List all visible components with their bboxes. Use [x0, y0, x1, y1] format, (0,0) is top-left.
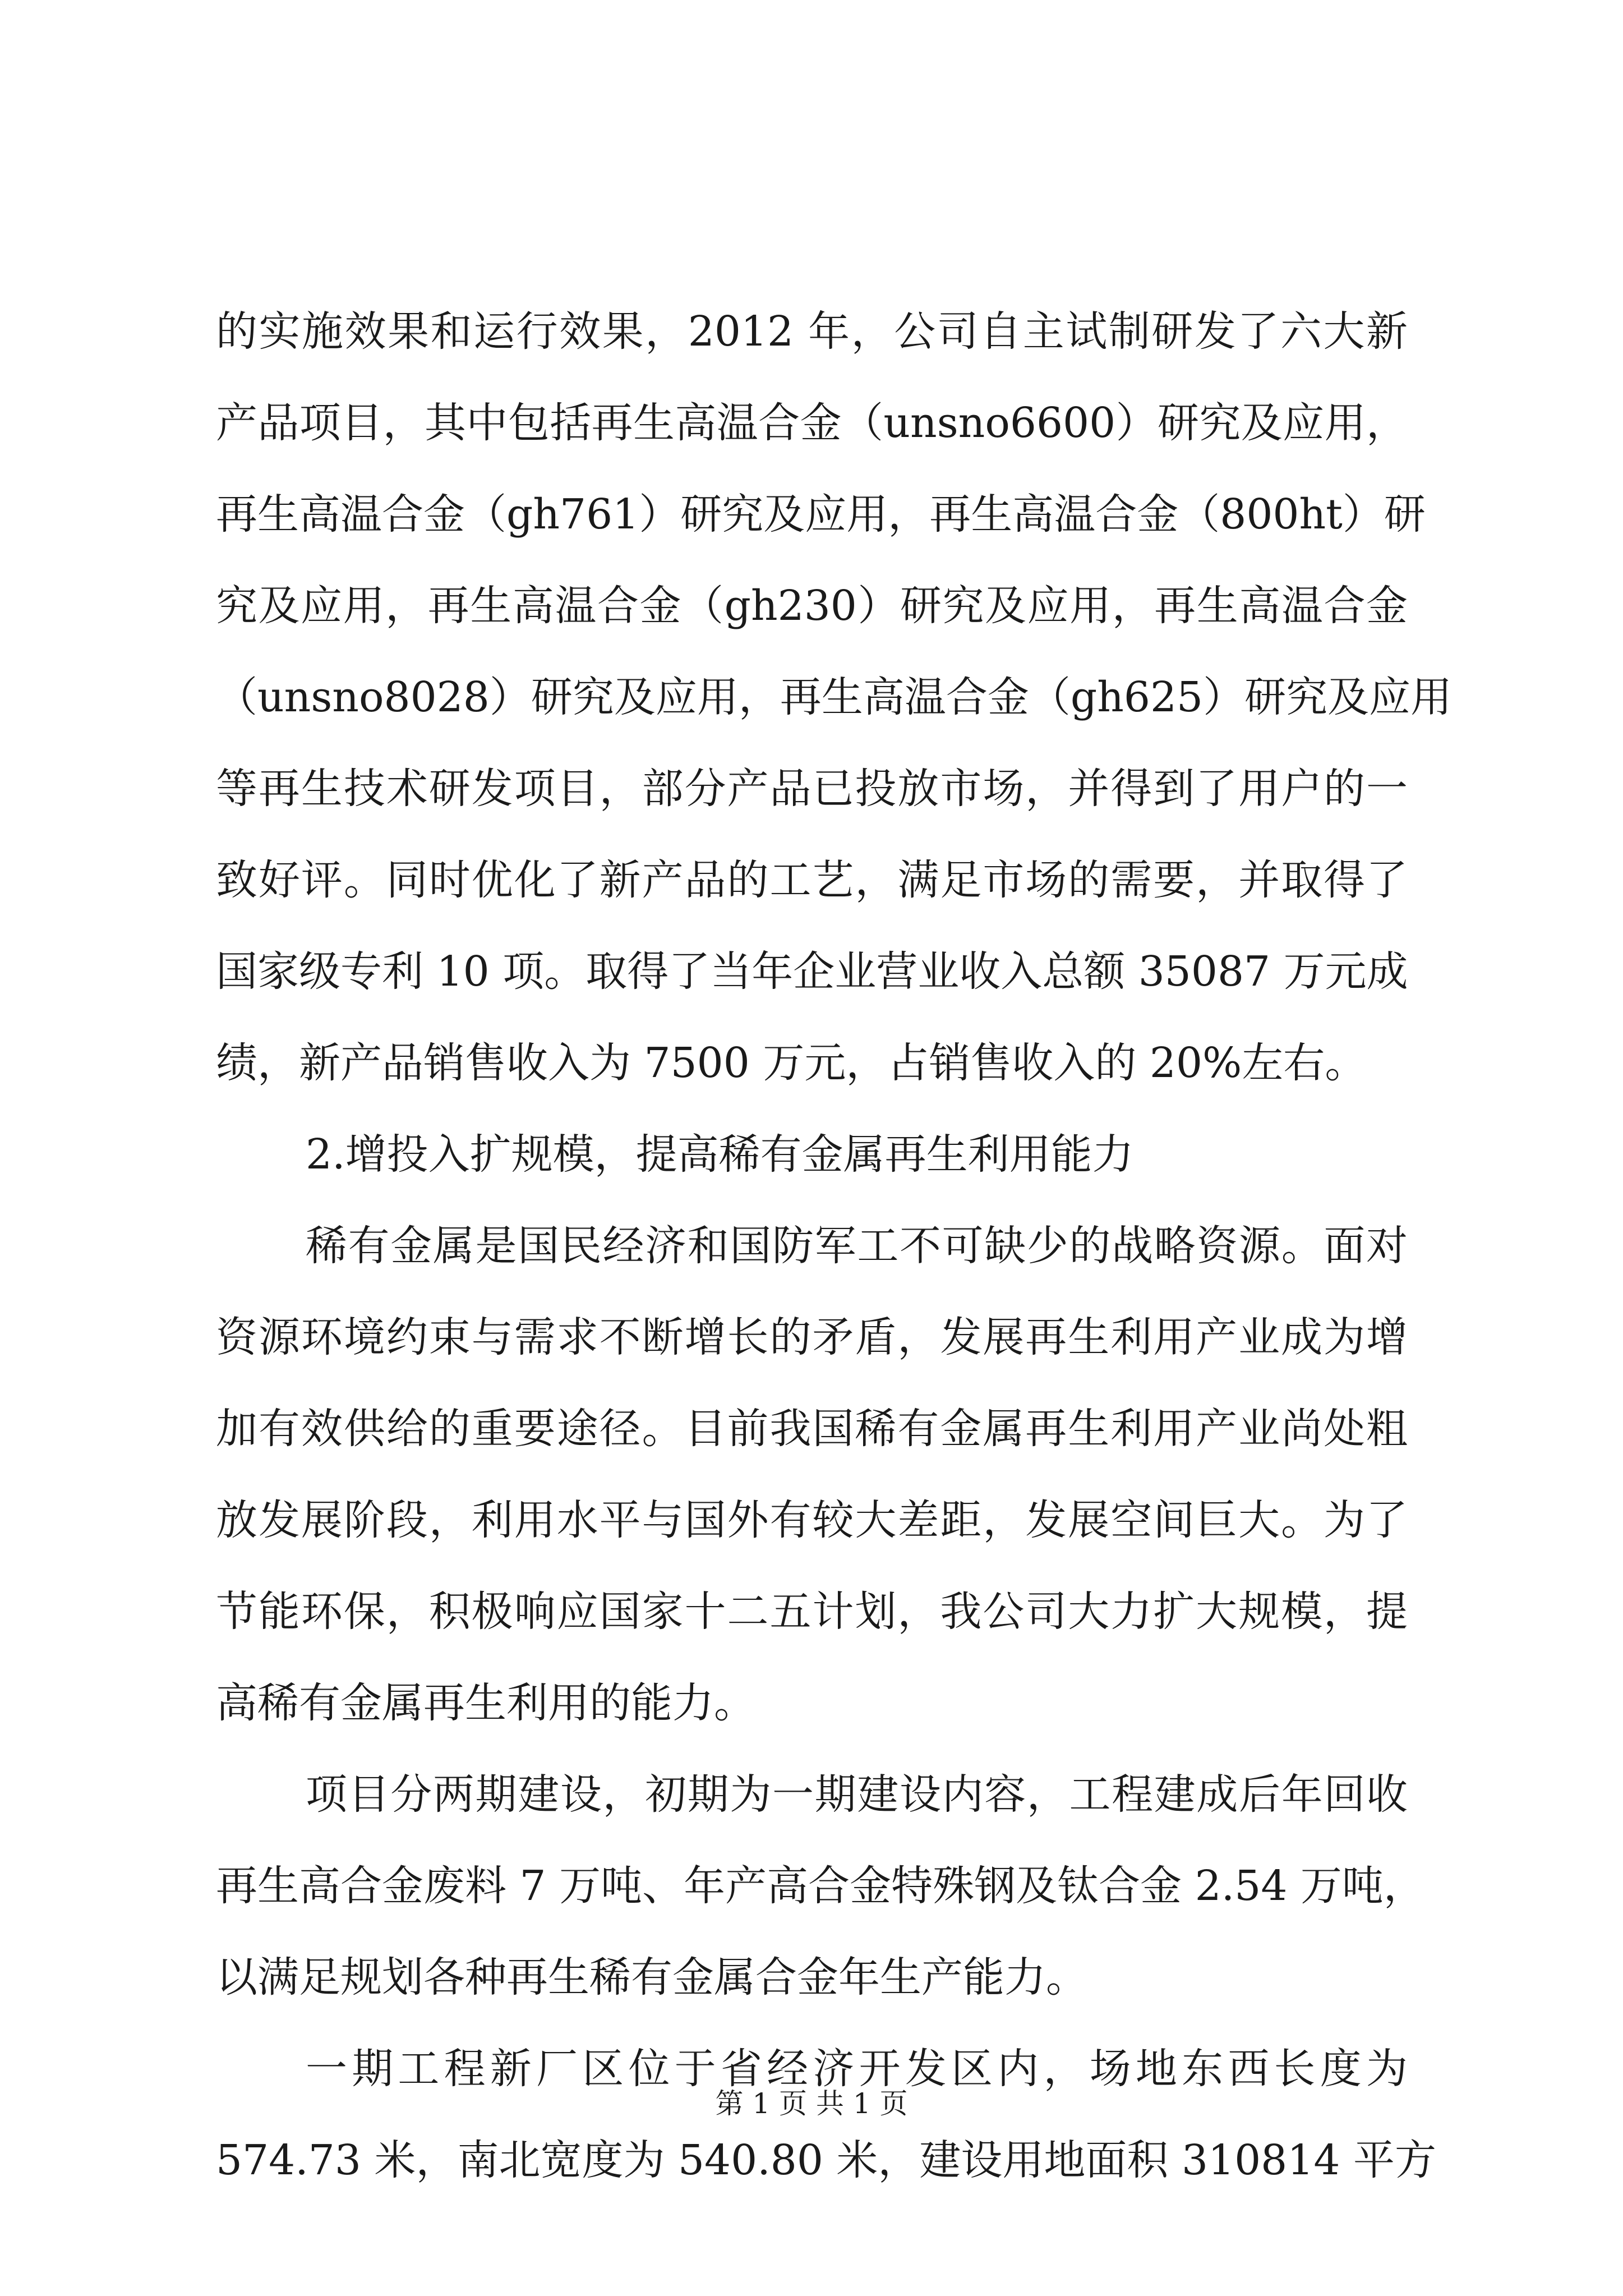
text-line: 再生高合金废料 7 万吨、年产高合金特殊钢及钛合金 2.54 万吨，: [216, 1862, 1425, 1910]
text-line: 高稀有金属再生利用的能力。: [216, 1679, 755, 1727]
document-body: [216, 286, 1453, 2206]
paragraph: [216, 286, 1453, 1109]
text-line: 国家级专利 10 项。取得了当年企业营业收入总额 35087 万元成: [216, 947, 1408, 996]
section-heading: [216, 1109, 1408, 1200]
text-line: 再生高温合金（gh761）研究及应用，再生高温合金（800ht）研: [216, 490, 1426, 539]
text-line: 致好评。同时优化了新产品的工艺，满足市场的需要，并取得了: [216, 856, 1408, 904]
text-line: 加有效供给的重要途径。目前我国稀有金属再生利用产业尚处粗: [216, 1405, 1408, 1453]
text-line: 项目分两期建设，初期为一期建设内容，工程建成后年回收: [306, 1770, 1408, 1819]
text-line: 稀有金属是国民经济和国防军工不可缺少的战略资源。面对: [306, 1222, 1408, 1270]
text-line: 一期工程新厂区位于省经济开发区内，场地东西长度为: [306, 2045, 1408, 2093]
page-number-footer: 第 1 页 共 1 页: [715, 2087, 908, 2120]
text-line: 产品项目，其中包括再生高温合金（unsno6600）研究及应用，: [216, 399, 1408, 447]
paragraph: [216, 1200, 1408, 1749]
text-line: （unsno8028）研究及应用，再生高温合金（gh625）研究及应用: [216, 673, 1453, 721]
text-line: 放发展阶段，利用水平与国外有较大差距，发展空间巨大。为了: [216, 1496, 1408, 1544]
text-line: 的实施效果和运行效果，2012 年，公司自主试制研发了六大新: [216, 307, 1408, 356]
text-line: 574.73 米，南北宽度为 540.80 米，建设用地面积 310814 平方: [216, 2136, 1436, 2184]
text-line: 究及应用，再生高温合金（gh230）研究及应用，再生高温合金: [216, 582, 1408, 630]
text-line: 资源环境约束与需求不断增长的矛盾，发展再生利用产业成为增: [216, 1313, 1408, 1361]
text-line: 节能环保，积极响应国家十二五计划，我公司大力扩大规模，提: [216, 1588, 1408, 1636]
heading-line: 2.增投入扩规模，提高稀有金属再生利用能力: [306, 1130, 1134, 1179]
text-line: 绩，新产品销售收入为 7500 万元，占销售收入的 20%左右。: [216, 1039, 1367, 1087]
paragraph: [216, 1749, 1425, 2023]
text-line: 以满足规划各种再生稀有金属合金年生产能力。: [216, 1953, 1087, 2001]
text-line: 等再生技术研发项目，部分产品已投放市场，并得到了用户的一: [216, 765, 1408, 813]
